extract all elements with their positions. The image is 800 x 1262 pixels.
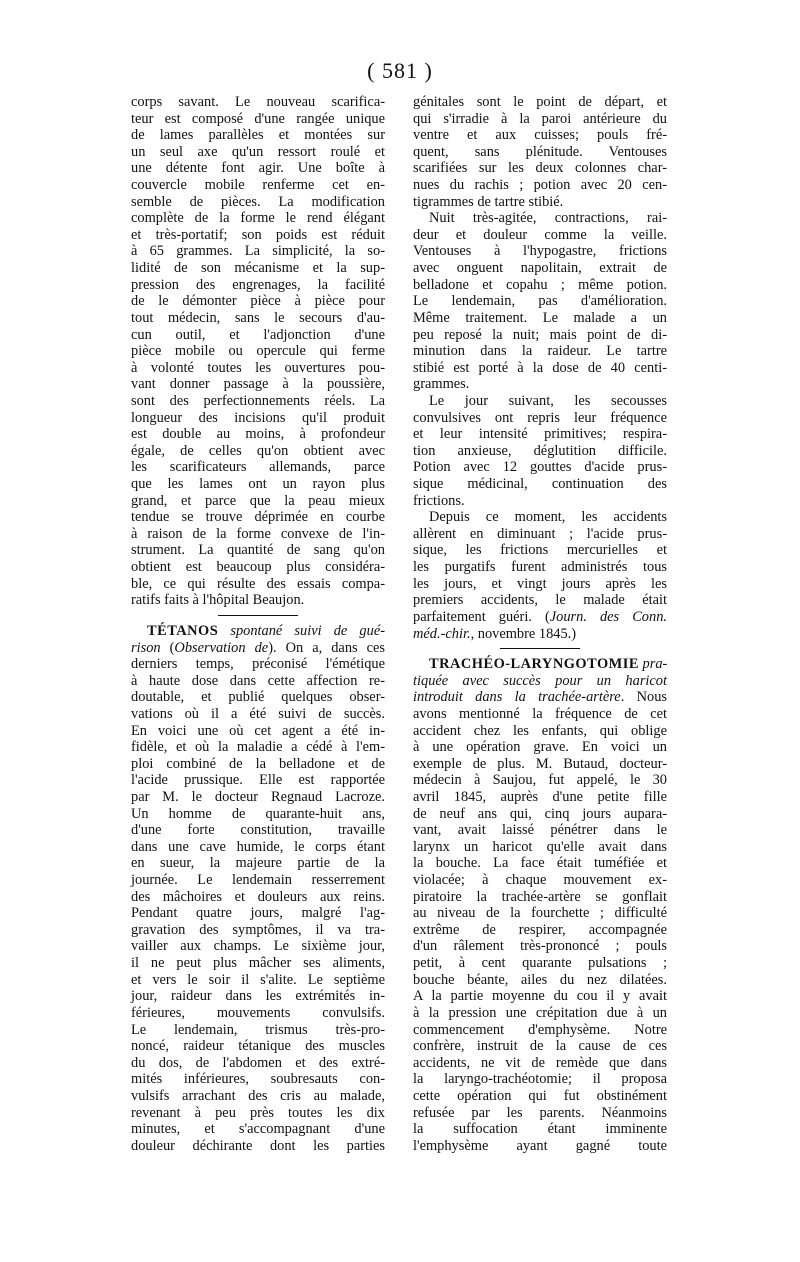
text-line: semble de pièces. La modification: [131, 193, 385, 210]
text-line: longueur des incisions qu'il produit: [131, 409, 385, 426]
text-line: médecin à Saujou, fut appelé, le 30: [413, 772, 667, 789]
text-line: allèrent en diminuant ; l'acide prus-: [413, 525, 667, 542]
text-line: [413, 609, 667, 626]
text-run: . Nous: [620, 689, 667, 706]
text-line: complète de la forme le rend élégant: [131, 210, 385, 227]
text-line: grand, et parce que la peau mieux: [131, 492, 385, 509]
text-line: exemple de plus. M. Butaud, docteur-: [413, 755, 667, 772]
italic-run: tiquée avec succès pour un haricot: [413, 672, 667, 689]
text-line: vant donner passage à la poussière,: [131, 376, 385, 393]
text-line: Pendant quatre jours, malgré l'ag-: [131, 905, 385, 922]
italic-run: Observation de: [174, 639, 269, 656]
text-line: Ventouses à l'hypogastre, frictions: [413, 243, 667, 260]
text-line: Nuit très-agitée, contractions, rai-: [429, 210, 667, 227]
text-line: [413, 689, 667, 706]
text-line: au niveau de la fourchette ; difficulté: [413, 905, 667, 922]
text-line: accidents, ne vit de remède que dans: [413, 1054, 667, 1071]
text-run: , novembre 1845.): [470, 625, 577, 642]
text-line: grammes.: [413, 376, 470, 393]
text-line: stibié est porté à la dose de 40 centi-: [413, 359, 667, 376]
text-line: minution dans la raideur. Le tartre: [413, 343, 667, 360]
text-line: par M. le docteur Regnaud Lacroze.: [131, 788, 385, 805]
text-line: et très-portatif; son poids est réduit: [131, 226, 385, 243]
text-line: à une opération grave. En voici un: [413, 739, 667, 756]
text-line: violacée; à chaque mouvement ex-: [413, 872, 667, 889]
text-line: larynx un haricot qu'elle avait dans: [413, 838, 667, 855]
text-line: premiers accidents, le malade était: [413, 592, 667, 609]
text-line: revenant à peu près toutes les dix: [131, 1104, 385, 1121]
text-line: à volonté toutes les ouvertures pou-: [131, 359, 385, 376]
text-line: [413, 626, 667, 643]
text-line: ble, ce qui résulte des essais compa-: [131, 575, 385, 592]
text-line: couvercle mobile renferme cet en-: [131, 177, 385, 194]
text-line: [131, 640, 385, 657]
text-line: scarifiées sur les deux colonnes char-: [413, 160, 667, 177]
text-line: En voici une où cet agent a été in-: [131, 722, 385, 739]
text-line: piratoire la trachée-artère se gonflait: [413, 888, 667, 905]
text-line: vailler aux champs. Le sixième jour,: [131, 938, 385, 955]
text-line: pièce mobile ou opercule qui ferme: [131, 343, 385, 360]
text-line: A la partie moyenne du cou il y avait: [413, 988, 667, 1005]
text-line: sont des perfectionnements réels. La: [131, 392, 385, 409]
text-line: avec onguent napolitain, extrait de: [413, 260, 667, 277]
text-line: journée. Le lendemain resserrement: [131, 872, 385, 889]
text-line: peu reposé la nuit; mais point de di-: [413, 326, 667, 343]
text-line: les jours, et vingt jours après les: [413, 575, 667, 592]
text-line: gravation des symptômes, il va tra-: [131, 921, 385, 938]
italic-run: rison: [131, 639, 161, 656]
text-line: Le lendemain, pas d'amélioration.: [413, 293, 667, 310]
text-line: un seul axe qu'un ressort roulé et: [131, 143, 385, 160]
text-line: l'emphysème ayant gagné toute: [413, 1137, 667, 1154]
text-line: de neuf ans qui, cinq jours aupara-: [413, 805, 667, 822]
text-line: tigrammes de tartre stibié.: [413, 193, 564, 210]
text-line: jour, raideur dans les extrémités in-: [131, 988, 385, 1005]
text-line: égale, de celles qu'on obtient avec: [131, 442, 385, 459]
text-line: douleur déchirante dont les parties: [131, 1137, 385, 1154]
text-line: deur et douleur comme la veille.: [413, 226, 667, 243]
text-line: confrère, instruit de la cause de ces: [413, 1038, 667, 1055]
text-line: une détente font agir. Une boîte à: [131, 160, 385, 177]
text-line: doutable, et publié quelques obser-: [131, 689, 385, 706]
text-line: à la pression une crépitation due à un: [413, 1004, 667, 1021]
text-line: sique médicinal, continuation des: [413, 476, 667, 493]
text-line: cette opération qui fut obstinément: [413, 1087, 667, 1104]
text-line: belladone et copahu ; même potion.: [413, 276, 667, 293]
text-line: petit, à cent quarante pulsations ;: [413, 955, 667, 972]
text-line: cun outil, et l'adjonction d'une: [131, 326, 385, 343]
text-line: derniers temps, préconisé l'émétique: [131, 656, 385, 673]
italic-run: introduit dans la trachée-artère: [413, 689, 621, 706]
text-line: ventre et aux cuisses; pouls fré-: [413, 127, 667, 144]
text-line: lidité de son mécanisme et la sup-: [131, 260, 385, 277]
text-line: et leur intensité primitives; respira-: [413, 426, 667, 443]
text-run: (: [160, 639, 175, 656]
text-line: minutes, et s'accompagnant d'une: [131, 1121, 385, 1138]
text-line: à haute dose dans cette affection re-: [131, 672, 385, 689]
text-line: génitales sont le point de départ, et: [413, 94, 667, 110]
text-line: quent, sans plénitude. Ventouses: [413, 143, 667, 160]
text-line: des mâchoires et douleurs aux reins.: [131, 888, 385, 905]
section-heading: TRACHÉO-LARYNGOTOMIE: [429, 656, 639, 673]
section-subtitle: pra-: [638, 656, 668, 673]
text-line: Le lendemain, trismus très-pro-: [131, 1021, 385, 1038]
text-line: tendue se trouve déprimée en courbe: [131, 509, 385, 526]
text-line: à 65 grammes. La simplicité, la so-: [131, 243, 385, 260]
text-line: férieures, mouvements convulsifs.: [131, 1004, 385, 1021]
text-line: noncé, raideur tétanique des muscles: [131, 1038, 385, 1055]
text-line: d'une forte constitution, travaille: [131, 822, 385, 839]
text-line: que les lames ont un rayon plus: [131, 476, 385, 493]
text-line: de le démonter pièce à pièce pour: [131, 293, 385, 310]
divider-rule: [218, 615, 298, 616]
text-line: est double au moins, à profondeur: [131, 426, 385, 443]
section-heading: TÉTANOS: [147, 622, 219, 639]
text-line: extrême de respirer, accompagnée: [413, 921, 667, 938]
section-divider: [413, 642, 667, 656]
text-line: tout médecin, sans le secours d'au-: [131, 309, 385, 326]
section-subtitle: spontané suivi de gué-: [218, 622, 385, 639]
text-line: ploi combiné de la belladone et de: [131, 755, 385, 772]
text-line: qui s'irradie à la paroi antérieure du: [413, 110, 667, 127]
text-line: Le jour suivant, les secousses: [429, 392, 667, 409]
text-line: sique, les frictions mercurielles et: [413, 542, 667, 559]
italic-run: Journ. des Conn.: [549, 608, 667, 625]
text-line: et vers le soir il s'alite. Le septième: [131, 971, 385, 988]
text-line: à raison de la forme convexe de l'in-: [131, 525, 385, 542]
right-column: [413, 94, 667, 1154]
text-line: teur est composé d'une rangée unique: [131, 110, 385, 127]
text-line: commencement d'emphysème. Notre: [413, 1021, 667, 1038]
text-line: [131, 623, 385, 640]
text-line: corps savant. Le nouveau scarifica-: [131, 94, 385, 110]
text-line: Un homme de quarante-huit ans,: [131, 805, 385, 822]
text-line: fidèle, et où la maladie a cédé à l'em-: [131, 739, 385, 756]
text-line: refusée par les parents. Néanmoins: [413, 1104, 667, 1121]
text-line: de lames parallèles et montées sur: [131, 127, 385, 144]
text-line: avril 1845, auprès d'une petite fille: [413, 788, 667, 805]
text-line: obtient est beaucoup plus considéra-: [131, 559, 385, 576]
text-line: [413, 673, 667, 690]
text-line: convulsives ont repris leur fréquence: [413, 409, 667, 426]
text-line: accident chez les enfants, qui oblige: [413, 722, 667, 739]
text-line: Même traitement. Le malade a un: [413, 309, 667, 326]
text-line: les scarificateurs allemands, parce: [131, 459, 385, 476]
text-line: strument. La quantité de sang qu'on: [131, 542, 385, 559]
text-line: pression des engrenages, la facilité: [131, 276, 385, 293]
text-run: ). On a, dans ces: [268, 639, 386, 656]
section-divider: [131, 609, 385, 623]
text-line: mités inférieures, soubresauts con-: [131, 1071, 385, 1088]
text-line: la bouche. La face était tuméfiée et: [413, 855, 667, 872]
text-line: [413, 656, 667, 673]
text-line: bouche béante, ailes du nez dilatées.: [413, 971, 667, 988]
left-column: [131, 94, 385, 1154]
page-number: ( 581 ): [367, 58, 433, 83]
text-line: il ne peut plus mâcher ses aliments,: [131, 955, 385, 972]
text-line: d'un râlement très-prononcé ; pouls: [413, 938, 667, 955]
divider-rule: [500, 648, 580, 649]
text-line: avons mentionné la fréquence de cet: [413, 705, 667, 722]
text-line: la suffocation étant imminente: [413, 1121, 667, 1138]
text-line: Potion avec 12 gouttes d'acide prus-: [413, 459, 667, 476]
text-line: l'acide prussique. Elle est rapportée: [131, 772, 385, 789]
text-line: tion anxieuse, déglutition difficile.: [413, 442, 667, 459]
text-line: Depuis ce moment, les accidents: [429, 509, 667, 526]
text-run: parfaitement guéri. (: [413, 608, 550, 625]
text-line: nues du rachis ; potion avec 20 cen-: [413, 177, 667, 194]
text-line: en sueur, la majeure partie de la: [131, 855, 385, 872]
text-line: vant, avait laissé pénétrer dans le: [413, 822, 667, 839]
text-line: la laryngo-trachéotomie; il proposa: [413, 1071, 667, 1088]
text-line: ratifs faits à l'hôpital Beaujon.: [131, 592, 305, 609]
text-line: les purgatifs furent administrés tous: [413, 559, 667, 576]
text-line: frictions.: [413, 492, 465, 509]
text-line: dans une cave humide, le corps étant: [131, 838, 385, 855]
text-line: du dos, de l'abdomen et des extré-: [131, 1054, 385, 1071]
text-line: vulsifs arrachant des cris au malade,: [131, 1087, 385, 1104]
italic-run: méd.-chir.: [413, 625, 471, 642]
text-line: vations où il a été suivi de succès.: [131, 705, 385, 722]
